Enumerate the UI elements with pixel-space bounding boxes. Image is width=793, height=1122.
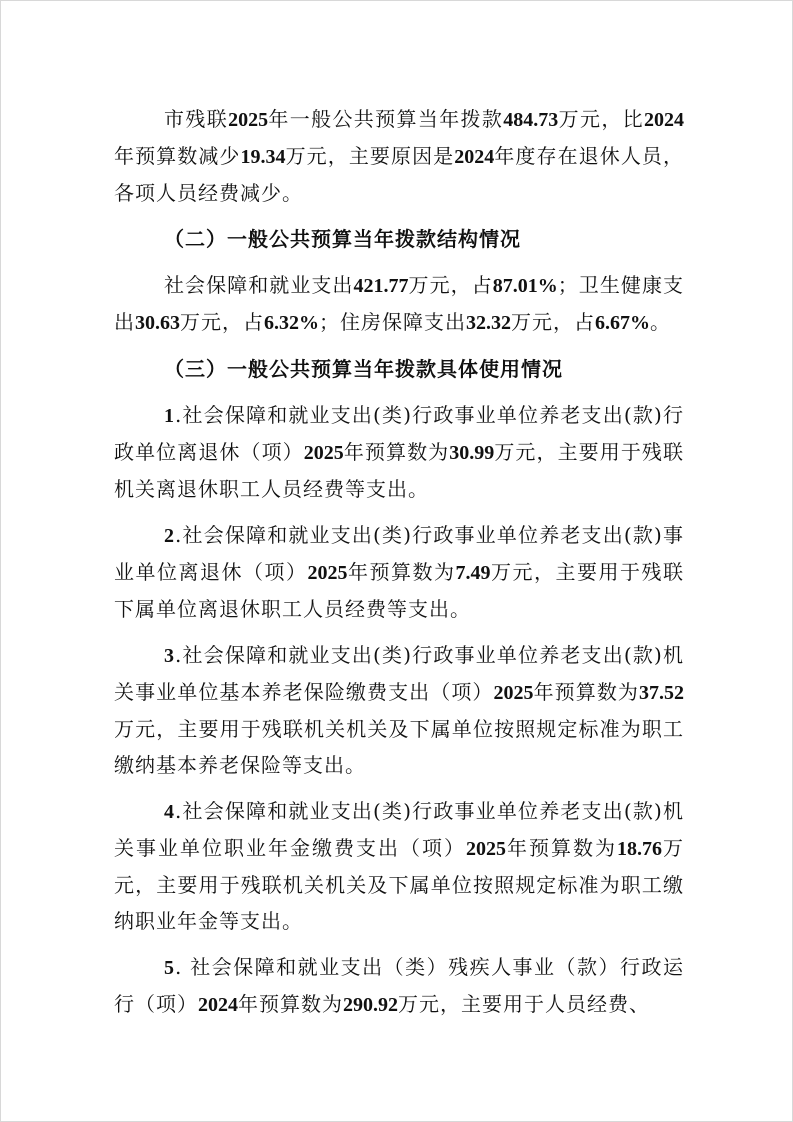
usage-item-3: [114, 637, 684, 783]
text-segment: ；住房保障支出: [319, 310, 466, 334]
item-number: 5: [164, 957, 175, 979]
item-number: 1: [164, 405, 175, 427]
text-segment: 年预算数减少: [114, 144, 241, 168]
amount-value: 7.49: [455, 562, 491, 584]
text-segment: 市残联: [164, 107, 229, 131]
text-segment: 万元，主要用于残联机关机关及下属单位按照规定标准为职工缴纳职业年金等支出。: [114, 836, 684, 933]
text-segment: .社会保障和就业支出(类)行政事业单位养老支出(款)事业单位离退休（项）: [114, 523, 684, 584]
year-value: 2024: [198, 994, 238, 1016]
text-segment: 万元，占: [408, 273, 493, 297]
text-segment: 年预算数为: [238, 992, 343, 1016]
text-segment: .社会保障和就业支出(类)行政事业单位养老支出(款)行政单位离退休（项）: [114, 403, 684, 464]
amount-value: 30.99: [449, 442, 495, 464]
amount-value: 290.92: [343, 994, 398, 1016]
amount-value: 484.73: [503, 109, 559, 131]
year-value: 2025: [303, 442, 344, 464]
text-segment: 万元，主要用于残联下属单位离退休职工人员经费等支出。: [114, 560, 684, 621]
text-segment: 万元，主要用于人员经费、: [398, 992, 650, 1016]
amount-value: 18.76: [617, 838, 662, 860]
text-segment: 万元，主要原因是: [285, 144, 455, 168]
section-heading-usage: （三）一般公共预算当年拨款具体使用情况: [164, 357, 563, 381]
structure-paragraph: [114, 267, 684, 341]
amount-value: 19.34: [240, 146, 286, 168]
year-value: 2025: [466, 838, 506, 860]
section-heading-structure: （二）一般公共预算当年拨款结构情况: [164, 227, 521, 251]
percent-value: 6.67%: [595, 312, 650, 334]
item-number: 2: [164, 525, 175, 547]
usage-item-2: [114, 517, 684, 627]
amount-value: 32.32: [466, 312, 511, 334]
text-segment: . 社会保障和就业支出（类）残疾人事业（款）行政运行（项）: [114, 955, 684, 1016]
usage-item-1: [114, 397, 684, 507]
text-segment: 万元，主要用于残联机关离退休职工人员经费等支出。: [114, 440, 684, 501]
text-segment: 年预算数为: [506, 836, 617, 860]
percent-value: 87.01%: [492, 275, 558, 297]
text-segment: .社会保障和就业支出(类)行政事业单位养老支出(款)机关事业单位职业年金缴费支出（项）: [114, 799, 684, 860]
amount-value: 30.63: [135, 312, 180, 334]
item-number: 4: [164, 801, 175, 823]
text-segment: .社会保障和就业支出(类)行政事业单位养老支出(款)机关事业单位基本养老保险缴费支出（项）: [114, 643, 684, 704]
usage-item-5: [114, 949, 684, 1023]
year-value: 2025: [228, 109, 269, 131]
text-segment: 。: [650, 310, 671, 334]
year-value: 2025: [307, 562, 348, 584]
amount-value: 37.52: [639, 682, 685, 704]
text-segment: 社会保障和就业支出: [164, 273, 354, 297]
year-value: 2024: [454, 146, 495, 168]
percent-value: 6.32%: [264, 312, 319, 334]
text-segment: 年预算数为: [533, 680, 640, 704]
item-number: 3: [164, 645, 175, 667]
document-body: [114, 101, 684, 1033]
text-segment: ；卫生健康支出: [114, 273, 685, 334]
year-value: 2024: [644, 109, 685, 131]
amount-value: 421.77: [353, 275, 409, 297]
text-segment: 年预算数为: [347, 560, 456, 584]
budget-summary-paragraph: [114, 101, 684, 211]
text-segment: 年预算数为: [343, 440, 450, 464]
text-segment: 万元，占: [180, 310, 264, 334]
year-value: 2025: [493, 682, 534, 704]
text-segment: 万元，主要用于残联机关机关及下属单位按照规定标准为职工缴纳基本养老保险等支出。: [114, 717, 684, 777]
text-segment: 年一般公共预算当年拨款: [268, 107, 504, 131]
text-segment: 年度存在退休人员，各项人员经费减少。: [114, 144, 684, 205]
text-segment: 万元，比: [558, 107, 645, 131]
usage-item-4: [114, 793, 684, 939]
text-segment: 万元，占: [511, 310, 595, 334]
